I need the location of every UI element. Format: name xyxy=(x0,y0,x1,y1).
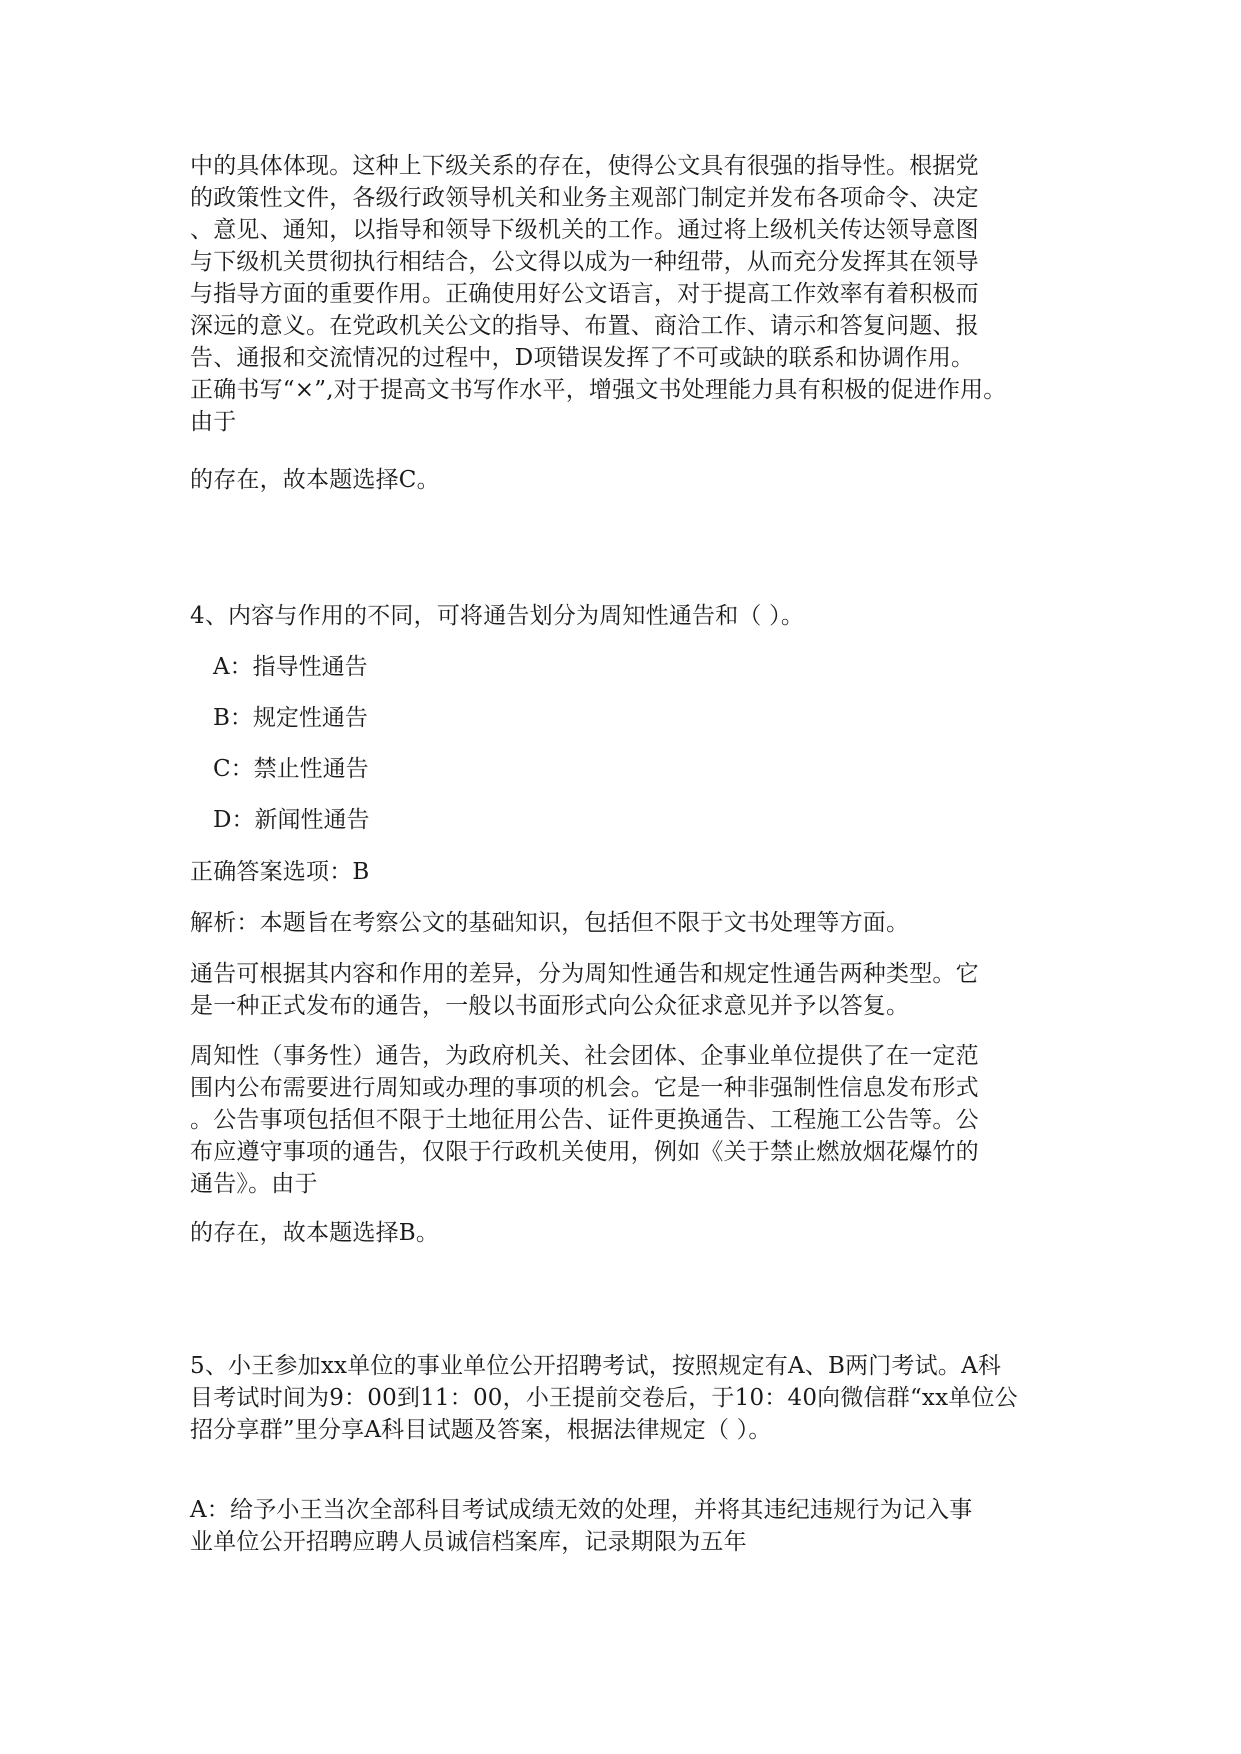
question-4-analysis: 解析：本题旨在考察公文的基础知识，包括但不限于文书处理等方面。 xyxy=(190,910,910,936)
question-4-option-a: A：指导性通告 xyxy=(213,654,368,680)
question-4-option-d: D：新闻性通告 xyxy=(213,807,370,833)
question-5-stem: 5、小王参加xx单位的事业单位公开招聘考试，按照规定有A、B两门考试。A科 目考试时间为9：00到11：00，小王提前交卷后，于10：40向微信群“xx单位公 招分享群”里分享A科目试题及答案，根据法律规定（ ）。 xyxy=(190,1353,1018,1443)
question-4-answer: 正确答案选项：B xyxy=(190,859,370,885)
question-4-explanation-2: 周知性（事务性）通告，为政府机关、社会团体、企事业单位提供了在一定范 围内公布需要进行周知或办理的事项的机会。它是一种非强制性信息发布形式 。公告事项包括但不限于土地征用公告、证件更换通告、工程施工公告等。公 布应遵守事项的通告，仅限于行政机关使用，例如《关于禁止燃放烟花爆竹的 通告》。由于 xyxy=(190,1043,979,1197)
question-4-option-b: B：规定性通告 xyxy=(213,705,368,731)
prev-explanation-conclusion: 的存在，故本题选择C。 xyxy=(190,467,440,493)
question-4-stem: 4、内容与作用的不同，可将通告划分为周知性通告和（ ）。 xyxy=(190,603,805,629)
question-4-option-c: C：禁止性通告 xyxy=(213,756,369,782)
question-4-conclusion: 的存在，故本题选择B。 xyxy=(190,1220,440,1246)
question-5-option-a: A：给予小王当次全部科目考试成绩无效的处理，并将其违纪违规行为记入事 业单位公开招聘应聘人员诚信档案库，记录期限为五年 xyxy=(190,1497,973,1555)
question-4-explanation-1: 通告可根据其内容和作用的差异，分为周知性通告和规定性通告两种类型。它 是一种正式发布的通告，一般以书面形式向公众征求意见并予以答复。 xyxy=(190,961,979,1019)
prev-explanation-paragraph: 中的具体体现。这种上下级关系的存在，使得公文具有很强的指导性。根据党 的政策性文件，各级行政领导机关和业务主观部门制定并发布各项命令、决定 、意见、通知，以指导和领导下级机关的工作。通过将上级机关传达领导意图 与下级机关贯彻执行相结合，公文得以成为一种纽带，从而充分发挥其在领导 与指导方面的重要作用。正确使用好公文语言，对于提高工作效率有着积极而 深远的意义。在党政机关公文的指导、布置、商洽工作、请示和答复问题、报 告、通报和交流情况的过程中，D项错误发挥了不可或缺的联系和协调作用。 正确书写“×”,对于提高文书写作水平，增强文书处理能力具有积极的促进作用。 由于 xyxy=(190,153,1007,435)
